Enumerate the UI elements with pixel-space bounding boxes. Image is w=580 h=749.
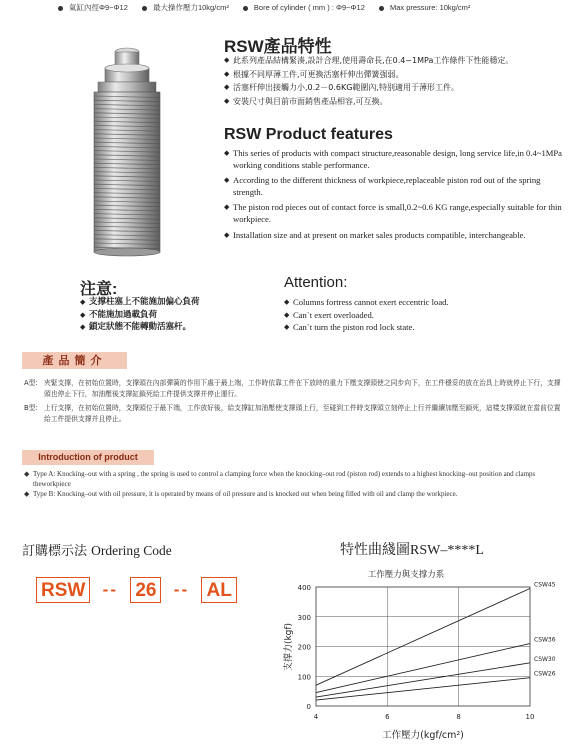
- x-axis-label: 工作壓力(kgf/cm²): [382, 730, 464, 741]
- list-item: ◆ Type A: Knocking–out with a spring , the spring is used to control a clamping force when the knocking–out rod (piston rod) extends to a highest knocking–out position and clamps theworkpiece: [24, 470, 564, 489]
- series-label: CSW36: [534, 636, 556, 644]
- x-tick-label: 10: [525, 713, 535, 721]
- y-tick-label: 100: [297, 673, 311, 682]
- product-image: [80, 38, 170, 258]
- x-tick-label: 4: [313, 713, 319, 721]
- type-a-label: A型:: [24, 379, 38, 387]
- ordering-title: [22, 540, 172, 559]
- bullet-dot-icon: [58, 6, 63, 11]
- features-cn-title: RSW產品特性: [224, 37, 332, 56]
- list-item: ◆ This series of products with compact structure,reasonable design, long service life,in 0.4~1MPa working conditions stable performance.: [224, 148, 569, 171]
- intro-cn-body: [24, 378, 564, 424]
- spec-bore-en: Bore of cylinder ( mm ) : Φ9~Φ12: [253, 3, 365, 12]
- curve-title-en: RSW–****L: [410, 543, 484, 558]
- list-item: ◆ 不能施加過載負荷: [80, 309, 200, 322]
- bullet-dot-icon: [243, 6, 248, 11]
- spec-line: [58, 2, 482, 13]
- x-tick-label: 6: [385, 713, 390, 721]
- y-axis-label: 支撑力(kgf): [284, 622, 294, 672]
- list-item: ◆ 支撑柱塞上不能施加偏心負荷: [80, 296, 200, 309]
- code-dash: --: [173, 580, 190, 599]
- series-line-csw26: [316, 678, 530, 700]
- spec-bore-cn: 氣缸內徑Φ9~Φ12: [69, 3, 128, 12]
- list-item: ◆ 此系列產品結構緊湊,設計合理,使用壽命長,在0.4~1MPa工作條件下性能穩定。: [224, 54, 574, 68]
- series-label: CSW45: [534, 581, 556, 589]
- code-model: RSW: [36, 577, 90, 603]
- type-b-text: 上行支撑，在初始位置時，支撑頭位于最下端，工作放好後，給支撑缸加油壓使支撑頭上行，至碰到工件時支撑頭立刻停止上行并繼續加壓至鎖死，這樣支撑頭就在當前位置給工件提供支撑并且停止。: [44, 404, 561, 423]
- list-item: ◆ The piston rod pieces out of contact force is small,0.2~0.6 KG range,especially suitable for thin workpiece.: [224, 202, 569, 225]
- ordering-code: [36, 577, 237, 603]
- list-item: ◆ 活塞杆伸出接觸力小,0.2－0.6KG範圍內,特别適用于薄形工件。: [224, 81, 574, 95]
- characteristic-chart: [258, 560, 578, 746]
- intro-en-list: [24, 470, 564, 500]
- attention-cn-list: [80, 296, 200, 334]
- y-tick-label: 0: [306, 703, 311, 711]
- code-type: AL: [201, 577, 236, 603]
- x-tick-label: 8: [456, 713, 461, 721]
- attention-en-list: [284, 296, 449, 334]
- type-b-label: B型:: [24, 404, 38, 412]
- features-cn-list: [224, 54, 574, 108]
- list-item: ◆ According to the different thickness of workpiece,replaceable piston rod out of the spring strength.: [224, 175, 569, 198]
- code-dash: --: [102, 580, 118, 599]
- ordering-title-en: Ordering Code: [91, 543, 172, 558]
- curve-title: [340, 539, 484, 559]
- code-bore: 26: [130, 577, 161, 603]
- bullet-dot-icon: [379, 6, 384, 11]
- y-tick-label: 300: [297, 613, 311, 622]
- bullet-dot-icon: [142, 6, 147, 11]
- list-item: ◆ Type B: Knocking–out with oil pressure, it is operated by means of oil pressure and is knocked out when being filled with oil and clamp the workpiece.: [24, 490, 564, 500]
- list-item: ◆ Can`t turn the piston rod lock state.: [284, 321, 449, 334]
- list-item: ◆ Columns fortress cannot exert eccentric load.: [284, 296, 449, 309]
- features-en-list: [224, 148, 569, 245]
- list-item: ◆ 鎖定狀態不能轉動活塞杆。: [80, 321, 200, 334]
- chart-title: 工作壓力與支撑力系: [367, 570, 445, 580]
- attention-en-title: Attention:: [284, 274, 348, 291]
- series-line-csw45: [316, 588, 530, 685]
- attention-cn-title: 注意:: [80, 281, 118, 298]
- series-label: CSW26: [534, 670, 556, 678]
- spec-pressure-en: Max pressure: 10kg/cm²: [389, 3, 471, 12]
- list-item: ◆ 安裝尺寸與目前市面銷售產品相容,可互換。: [224, 95, 574, 109]
- list-item: ◆ Can`t exert overloaded.: [284, 309, 449, 322]
- y-tick-label: 400: [297, 584, 311, 592]
- spec-pressure-cn: 最大操作壓力10kg/cm²: [152, 3, 229, 12]
- intro-cn-title: 產品簡介: [22, 352, 127, 369]
- intro-en-title: Introduction of product: [22, 450, 154, 465]
- features-en-title: RSW Product features: [224, 126, 393, 143]
- type-a-text: 夾緊支撑，在初始位置時，支撑頭在內部彈簧的作用下處于最上端，工作時依靠工件在下放時的重力下壓支撑頭使之同步向下，在工件穩妥的放在治具上時就停止下行，支撑頭也停止下行，加油壓後支撑缸鎖死給工件提供支撑并停止運行。: [44, 379, 561, 398]
- list-item: ◆ Installation size and at present on market sales products compatible, interchangeable.: [224, 230, 569, 242]
- list-item: ◆ 根據不同厚薄工件,可更換活塞杆伸出彈簧强弱。: [224, 68, 574, 82]
- series-label: CSW30: [534, 655, 556, 663]
- ordering-title-cn: 訂購標示法: [22, 544, 88, 559]
- curve-title-cn: 特性曲綫圖: [340, 542, 410, 558]
- y-tick-label: 200: [297, 643, 311, 652]
